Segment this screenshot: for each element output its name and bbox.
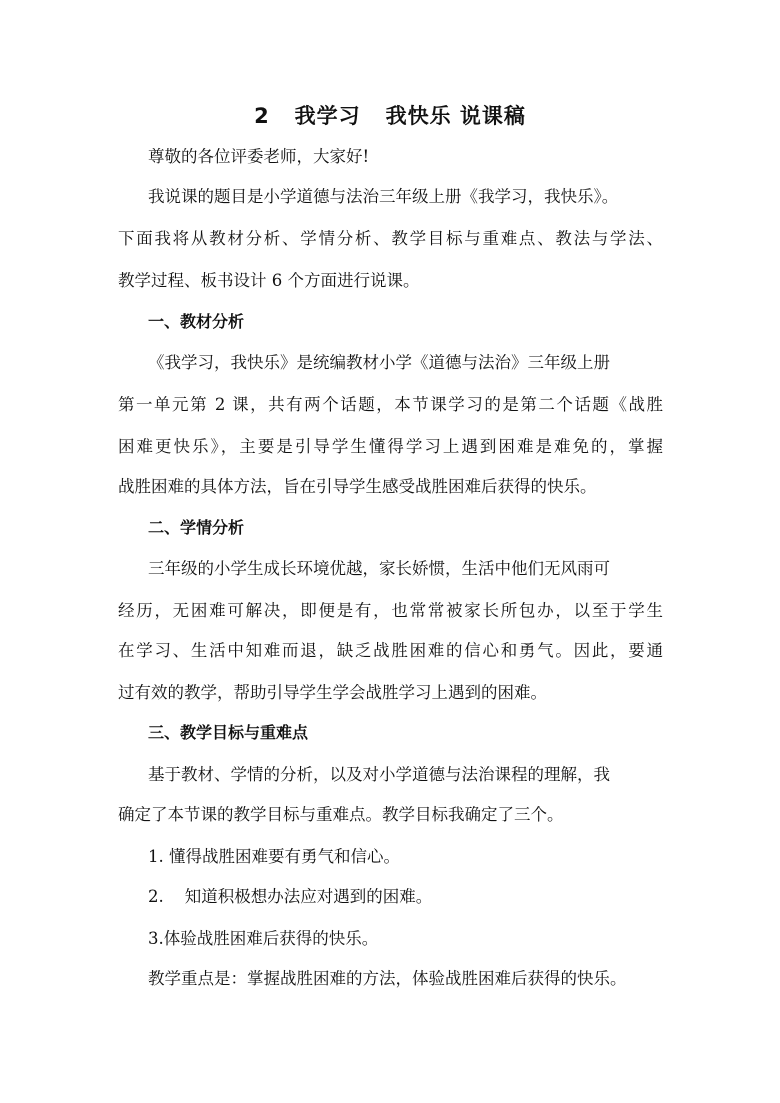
paragraph-line: 三年级的小学生成长环境优越，家长娇惯，生活中他们无风雨可 bbox=[148, 559, 610, 578]
goal-item: 2. 知道积极想办法应对遇到的困难。 bbox=[148, 887, 433, 906]
paragraph-line: 困难更快乐》，主要是引导学生懂得学习上遇到困难是难免的，掌握 bbox=[118, 437, 663, 456]
section-heading: 一、教材分析 bbox=[148, 312, 245, 331]
paragraph-line: 基于教材、学情的分析，以及对小学道德与法治课程的理解，我 bbox=[148, 765, 610, 784]
document-title: 2 我学习 我快乐 说课稿 bbox=[254, 104, 526, 128]
section-heading: 二、学情分析 bbox=[148, 518, 245, 537]
paragraph-line: 战胜困难的具体方法，旨在引导学生感受战胜困难后获得的快乐。 bbox=[118, 477, 597, 496]
key-point-text: 教学重点是：掌握战胜困难的方法，体验战胜困难后获得的快乐。 bbox=[148, 969, 627, 988]
paragraph-line: 在学习、生活中知难而退，缺乏战胜困难的信心和勇气。因此，要通 bbox=[118, 641, 663, 660]
greeting-text: 尊敬的各位评委老师，大家好! bbox=[148, 147, 370, 166]
paragraph-line: 第一单元第 2 课，共有两个话题，本节课学习的是第二个话题《战胜 bbox=[118, 395, 663, 414]
paragraph-line: 经历，无困难可解决，即便是有，也常常被家长所包办，以至于学生 bbox=[118, 601, 663, 620]
paragraph-line: 过有效的教学，帮助引导学生学会战胜学习上遇到的困难。 bbox=[118, 683, 547, 702]
section-heading: 三、教学目标与重难点 bbox=[148, 723, 309, 742]
goal-item: 3.体验战胜困难后获得的快乐。 bbox=[148, 929, 379, 948]
paragraph-line: 《我学习，我快乐》是统编教材小学《道德与法治》三年级上册 bbox=[148, 353, 610, 372]
goal-item: 1. 懂得战胜困难要有勇气和信心。 bbox=[148, 847, 400, 866]
intro-line: 教学过程、板书设计 6 个方面进行说课。 bbox=[118, 271, 420, 290]
intro-line: 我说课的题目是小学道德与法治三年级上册《我学习，我快乐》。 bbox=[148, 187, 619, 206]
paragraph-line: 确定了本节课的教学目标与重难点。教学目标我确定了三个。 bbox=[118, 805, 564, 824]
intro-line: 下面我将从教材分析、学情分析、教学目标与重难点、教法与学法、 bbox=[118, 229, 663, 248]
